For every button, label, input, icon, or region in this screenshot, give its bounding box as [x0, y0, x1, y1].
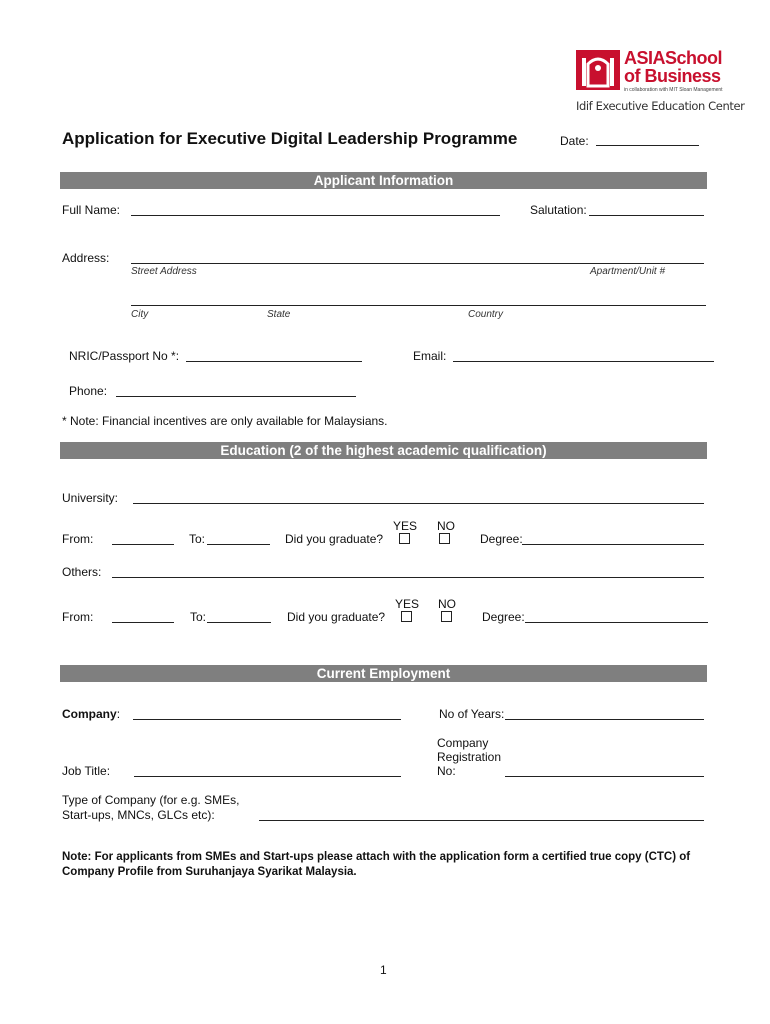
no-header-1: NO — [437, 519, 455, 533]
date-field[interactable] — [596, 145, 699, 146]
company-type-field[interactable] — [259, 820, 704, 821]
phone-label: Phone: — [69, 384, 108, 398]
company-type-label-line1: Type of Company (for e.g. SMEs, — [62, 793, 240, 807]
address-label: Address: — [62, 251, 110, 265]
salutation-label: Salutation: — [530, 203, 587, 217]
company-field[interactable] — [133, 719, 401, 720]
yes-header-2: YES — [395, 597, 420, 611]
university-label: University: — [62, 491, 119, 505]
graduate-yes-checkbox-2[interactable] — [401, 611, 412, 622]
applicant-section-header: Applicant Information — [60, 172, 707, 189]
logo-center-name: Idif Executive Education Center — [576, 99, 745, 113]
phone-field[interactable] — [116, 396, 356, 397]
to-field-1[interactable] — [207, 544, 270, 545]
email-label: Email: — [413, 349, 447, 363]
to-label-1: To: — [189, 532, 206, 546]
job-title-field[interactable] — [134, 776, 401, 777]
employment-section-header: Current Employment — [60, 665, 707, 682]
salutation-field[interactable] — [589, 215, 704, 216]
country-hint: Country — [468, 309, 504, 320]
registration-label-line2: Registration — [437, 750, 502, 764]
from-field-1[interactable] — [112, 544, 174, 545]
degree-field-2[interactable] — [525, 622, 708, 623]
to-field-2[interactable] — [207, 622, 271, 623]
degree-field-1[interactable] — [522, 544, 704, 545]
logo-brand-line1: ASIASchool — [624, 48, 723, 68]
from-field-2[interactable] — [112, 622, 174, 623]
nric-field[interactable] — [186, 361, 362, 362]
graduate-label-1: Did you graduate? — [285, 532, 384, 546]
company-label — [62, 707, 120, 721]
logo-emblem-icon — [576, 50, 620, 90]
no-header-2: NO — [438, 597, 456, 611]
from-label-2: From: — [62, 610, 94, 624]
graduate-yes-checkbox-1[interactable] — [399, 533, 410, 544]
financial-note: * Note: Financial incentives are only available for Malaysians. — [62, 414, 388, 428]
page-title: Application for Executive Digital Leadership Programme — [62, 129, 518, 148]
apartment-hint: Apartment/Unit # — [590, 266, 666, 277]
education-section-header: Education (2 of the highest academic qualification) — [60, 442, 707, 459]
date-label: Date: — [560, 134, 589, 148]
street-address-hint: Street Address — [131, 266, 197, 277]
graduate-no-checkbox-2[interactable] — [441, 611, 452, 622]
email-field[interactable] — [453, 361, 714, 362]
nric-label: NRIC/Passport No *: — [69, 349, 180, 363]
graduate-label-2: Did you graduate? — [287, 610, 386, 624]
city-hint: City — [131, 309, 149, 320]
degree-label-2: Degree: — [482, 610, 525, 624]
years-label: No of Years: — [439, 707, 505, 721]
full-name-label: Full Name: — [62, 203, 121, 217]
logo-brand-line2: of Business — [624, 66, 721, 86]
ctc-note: Note: For applicants from SMEs and Start-ups please attach with the application form a certified true copy (CTC) of Company Profile from Suruhanjaya Syarikat Malaysia. — [62, 851, 691, 878]
others-field[interactable] — [112, 577, 704, 578]
registration-label-line1: Company — [437, 736, 489, 750]
years-field[interactable] — [505, 719, 704, 720]
graduate-no-checkbox-1[interactable] — [439, 533, 450, 544]
university-field[interactable] — [133, 503, 704, 504]
degree-label-1: Degree: — [480, 532, 523, 546]
yes-header-1: YES — [393, 519, 418, 533]
registration-field[interactable] — [505, 776, 704, 777]
to-label-2: To: — [190, 610, 207, 624]
company-label-colon: : — [116, 707, 121, 721]
street-address-field[interactable] — [131, 263, 704, 264]
from-label-1: From: — [62, 532, 94, 546]
job-title-label: Job Title: — [62, 764, 111, 778]
page-number: 1 — [380, 963, 387, 977]
full-name-field[interactable] — [131, 215, 500, 216]
registration-label-line3: No: — [437, 764, 456, 778]
logo-tagline: in collaboration with MIT Sloan Management — [624, 87, 723, 93]
company-type-label-line2: Start-ups, MNCs, GLCs etc): — [62, 808, 215, 822]
company-label-text: Company — [62, 707, 117, 721]
state-hint: State — [267, 309, 291, 320]
others-label: Others: — [62, 565, 102, 579]
city-state-country-field[interactable] — [131, 305, 706, 306]
